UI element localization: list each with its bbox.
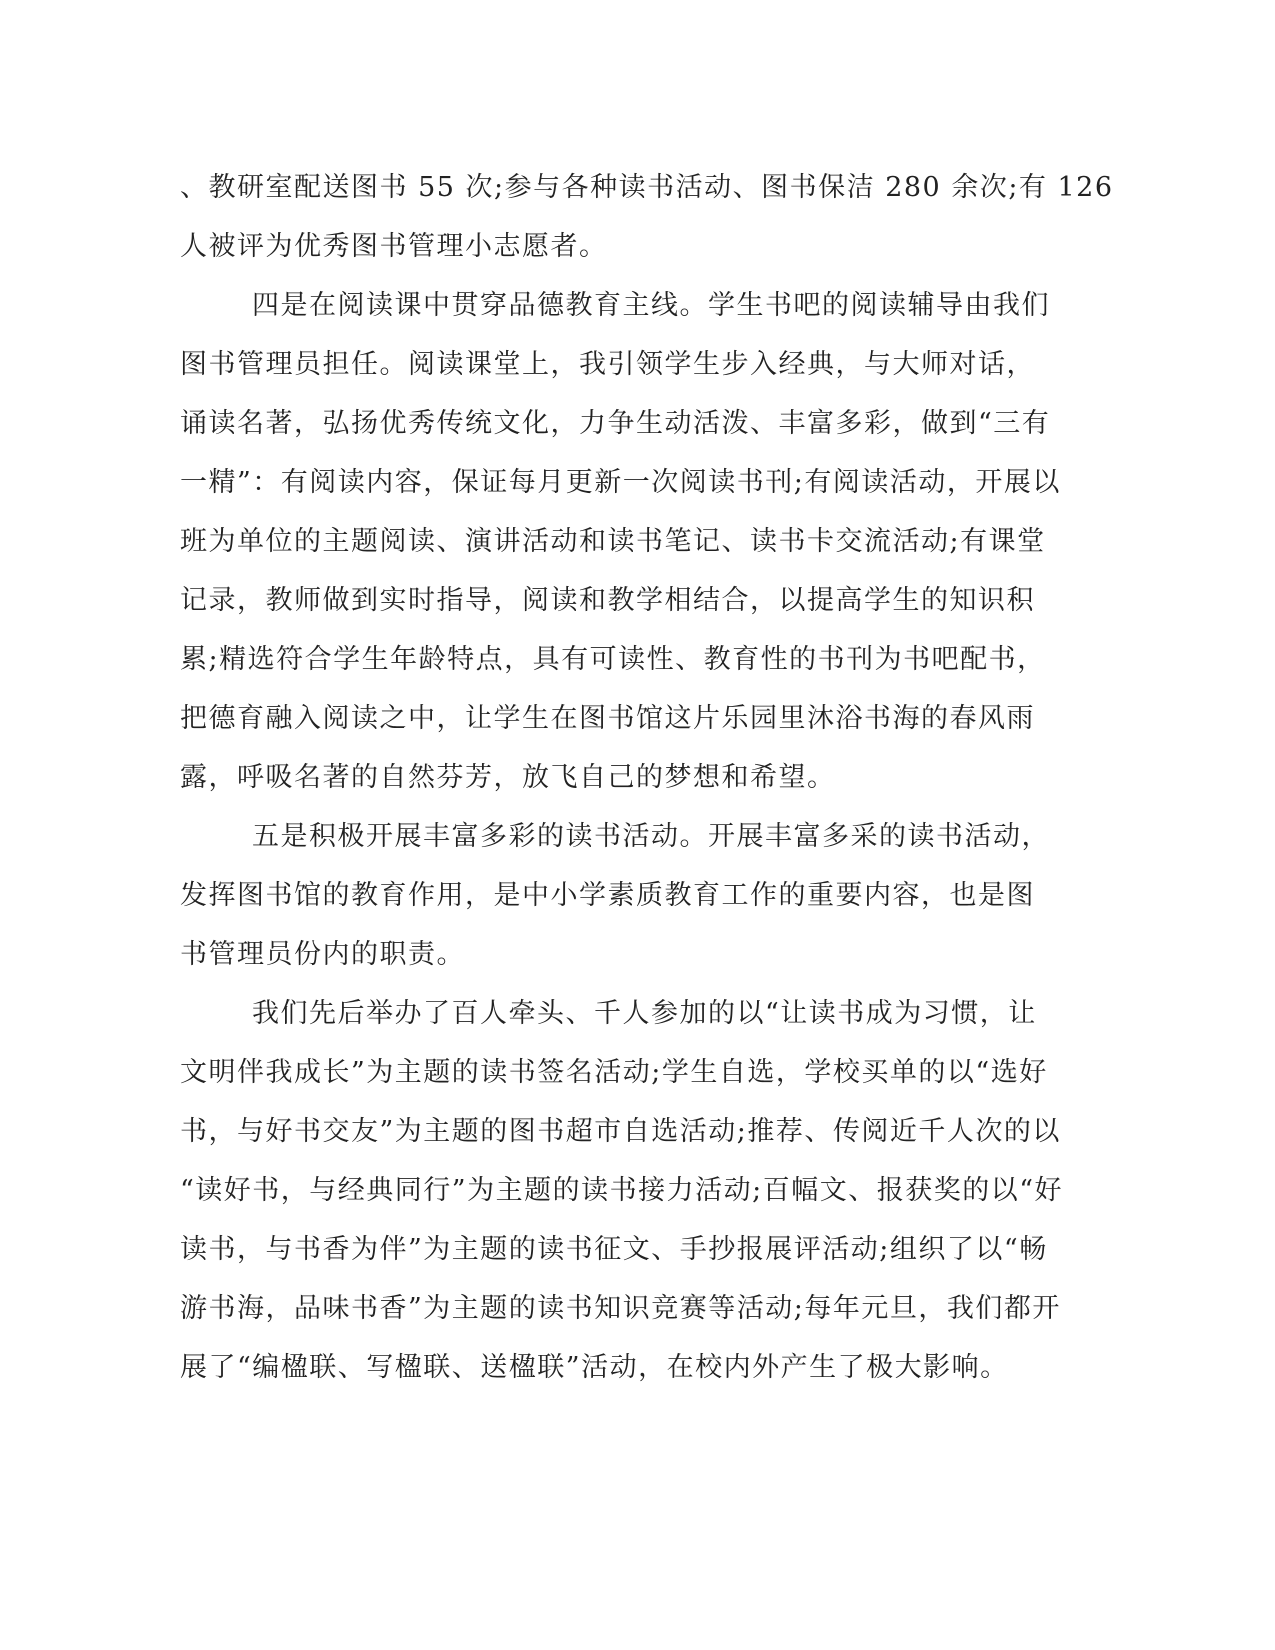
text-line: 人被评为优秀图书管理小志愿者。 [180,231,608,262]
text-line: 一精”：有阅读内容，保证每月更新一次阅读书刊;有阅读活动，开展以 [180,467,1061,498]
text-line: 文明伴我成长”为主题的读书签名活动;学生自选，学校买单的以“选好 [180,1057,1048,1088]
text-line: 展了“编楹联、写楹联、送楹联”活动，在校内外产生了极大影响。 [180,1352,1009,1383]
text-line: 图书管理员担任。阅读课堂上，我引领学生步入经典，与大师对话， [180,349,1035,380]
text-line: 诵读名著，弘扬优秀传统文化，力争生动活泼、丰富多彩，做到“三有 [180,408,1051,439]
text-line: 读书，与书香为伴”为主题的读书征文、手抄报展评活动;组织了以“畅 [180,1234,1048,1265]
text-line: “读好书，与经典同行”为主题的读书接力活动;百幅文、报获奖的以“好 [180,1175,1064,1206]
paragraph-reading-activities [180,807,1050,984]
text-line: 班为单位的主题阅读、演讲活动和读书笔记、读书卡交流活动;有课堂 [180,526,1046,557]
text-line: 记录，教师做到实时指导，阅读和教学相结合，以提高学生的知识积 [180,585,1035,616]
text-line: 四是在阅读课中贯穿品德教育主线。学生书吧的阅读辅导由我们 [252,290,1050,321]
text-line: 发挥图书馆的教育作用，是中小学素质教育工作的重要内容，也是图 [180,880,1035,911]
text-line: 书，与好书交友”为主题的图书超市自选活动;推荐、传阅近千人次的以 [180,1116,1061,1147]
text-line: 累;精选符合学生年龄特点，具有可读性、教育性的书刊为书吧配书， [180,644,1046,675]
text-line: 五是积极开展丰富多彩的读书活动。开展丰富多采的读书活动， [252,821,1050,852]
text-line: 游书海，品味书香”为主题的读书知识竞赛等活动;每年元旦，我们都开 [180,1293,1061,1324]
text-line: 把德育融入阅读之中，让学生在图书馆这片乐园里沐浴书海的春风雨 [180,703,1035,734]
text-line: 我们先后举办了百人牵头、千人参加的以“让读书成为习惯，让 [252,998,1037,1029]
paragraph-events [180,984,1064,1397]
paragraph-volunteers [180,158,1114,276]
document-body [180,158,1114,1397]
paragraph-reading-class [180,276,1061,807]
text-line: 、教研室配送图书 55 次;参与各种读书活动、图书保洁 280 余次;有 126 [180,172,1114,203]
text-line: 书管理员份内的职责。 [180,939,465,970]
text-line: 露，呼吸名著的自然芬芳，放飞自己的梦想和希望。 [180,762,836,793]
